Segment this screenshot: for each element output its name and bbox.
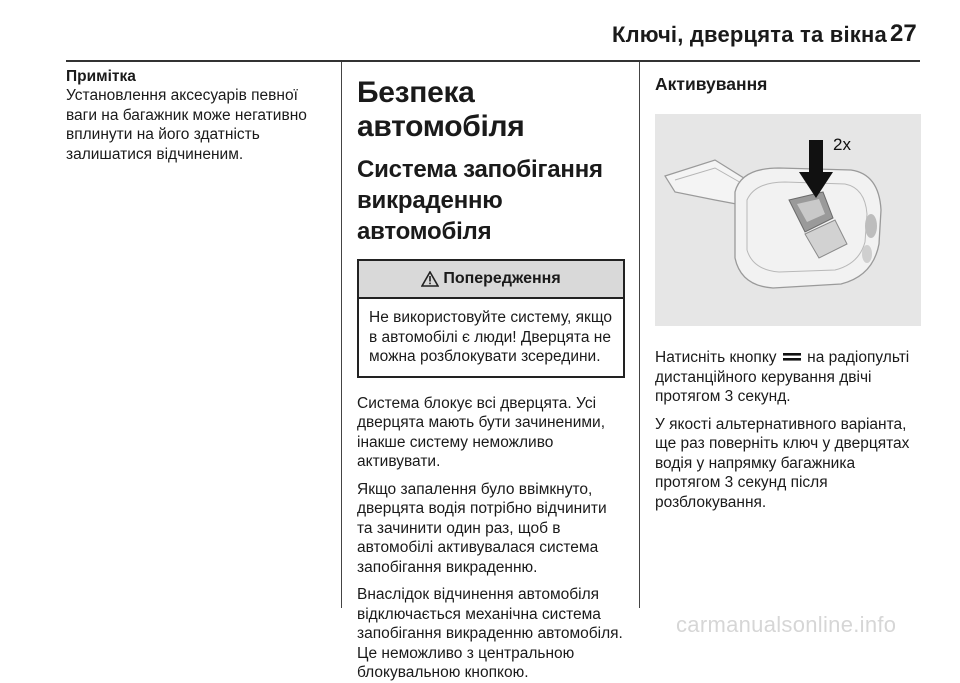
activation-step-1 (655, 348, 923, 407)
section-title: Ключі, дверцята та вікна (612, 22, 887, 47)
watermark: carmanualsonline.info (676, 612, 897, 637)
paragraph: Система блокує всі дверцята. Усі дверцята мають бути зачиненими, інакше систему неможливо активувати. (357, 394, 605, 470)
warning-box (357, 259, 625, 378)
main-heading: Безпека автомобіля (357, 76, 525, 143)
key-fob-icon (655, 114, 921, 326)
page-number: 27 (890, 20, 917, 47)
middle-column (357, 62, 624, 683)
paragraph: Внаслідок відчинення автомобіля відключається механічна система запобігання викраденню автомобіля. Це неможливо з центральною блокувальною кнопкою. (357, 586, 623, 681)
key-fob-illustration (655, 114, 921, 326)
paragraph: Якщо запалення було ввімкнуто, дверцята водія потрібно відчинити та зачинити один раз, щоб в автомобілі активувалася система запобігання викраденню. (357, 480, 607, 576)
column-divider (639, 62, 640, 608)
press-count-label: 2x (833, 135, 851, 154)
note-title: Примітка (66, 68, 136, 85)
activation-step-2: У якості альтернативного варіанта, ще раз поверніть ключ у дверцятах водія у напрямку багажника протягом 3 секунд після розблокування. (655, 415, 910, 511)
warning-title: Попередження (443, 270, 561, 287)
step1-text-end: на радіопульті дистанційного керування двічі протягом 3 секунд. (655, 349, 910, 406)
right-column (655, 62, 923, 512)
right-body (655, 348, 923, 512)
activation-heading: Активування (655, 74, 768, 94)
left-column (66, 62, 332, 164)
lock-button-symbol-icon (783, 348, 801, 368)
middle-body (357, 394, 624, 683)
step1-text-start: Натисніть кнопку (655, 349, 781, 366)
column-divider (341, 62, 342, 608)
note-text: Установлення аксесуарів певної ваги на багажник може негативно вплинути на його здатність залишатися відчиненим. (66, 87, 307, 163)
page-header (0, 0, 960, 62)
warning-header (359, 261, 623, 299)
warning-triangle-icon (421, 271, 439, 287)
warning-text: Не використовуйте систему, якщо в автомобілі є люди! Дверцята не можна розблокувати зсередини. (369, 309, 613, 365)
sub-heading: Система запобігання викраденню автомобіля (357, 156, 603, 245)
